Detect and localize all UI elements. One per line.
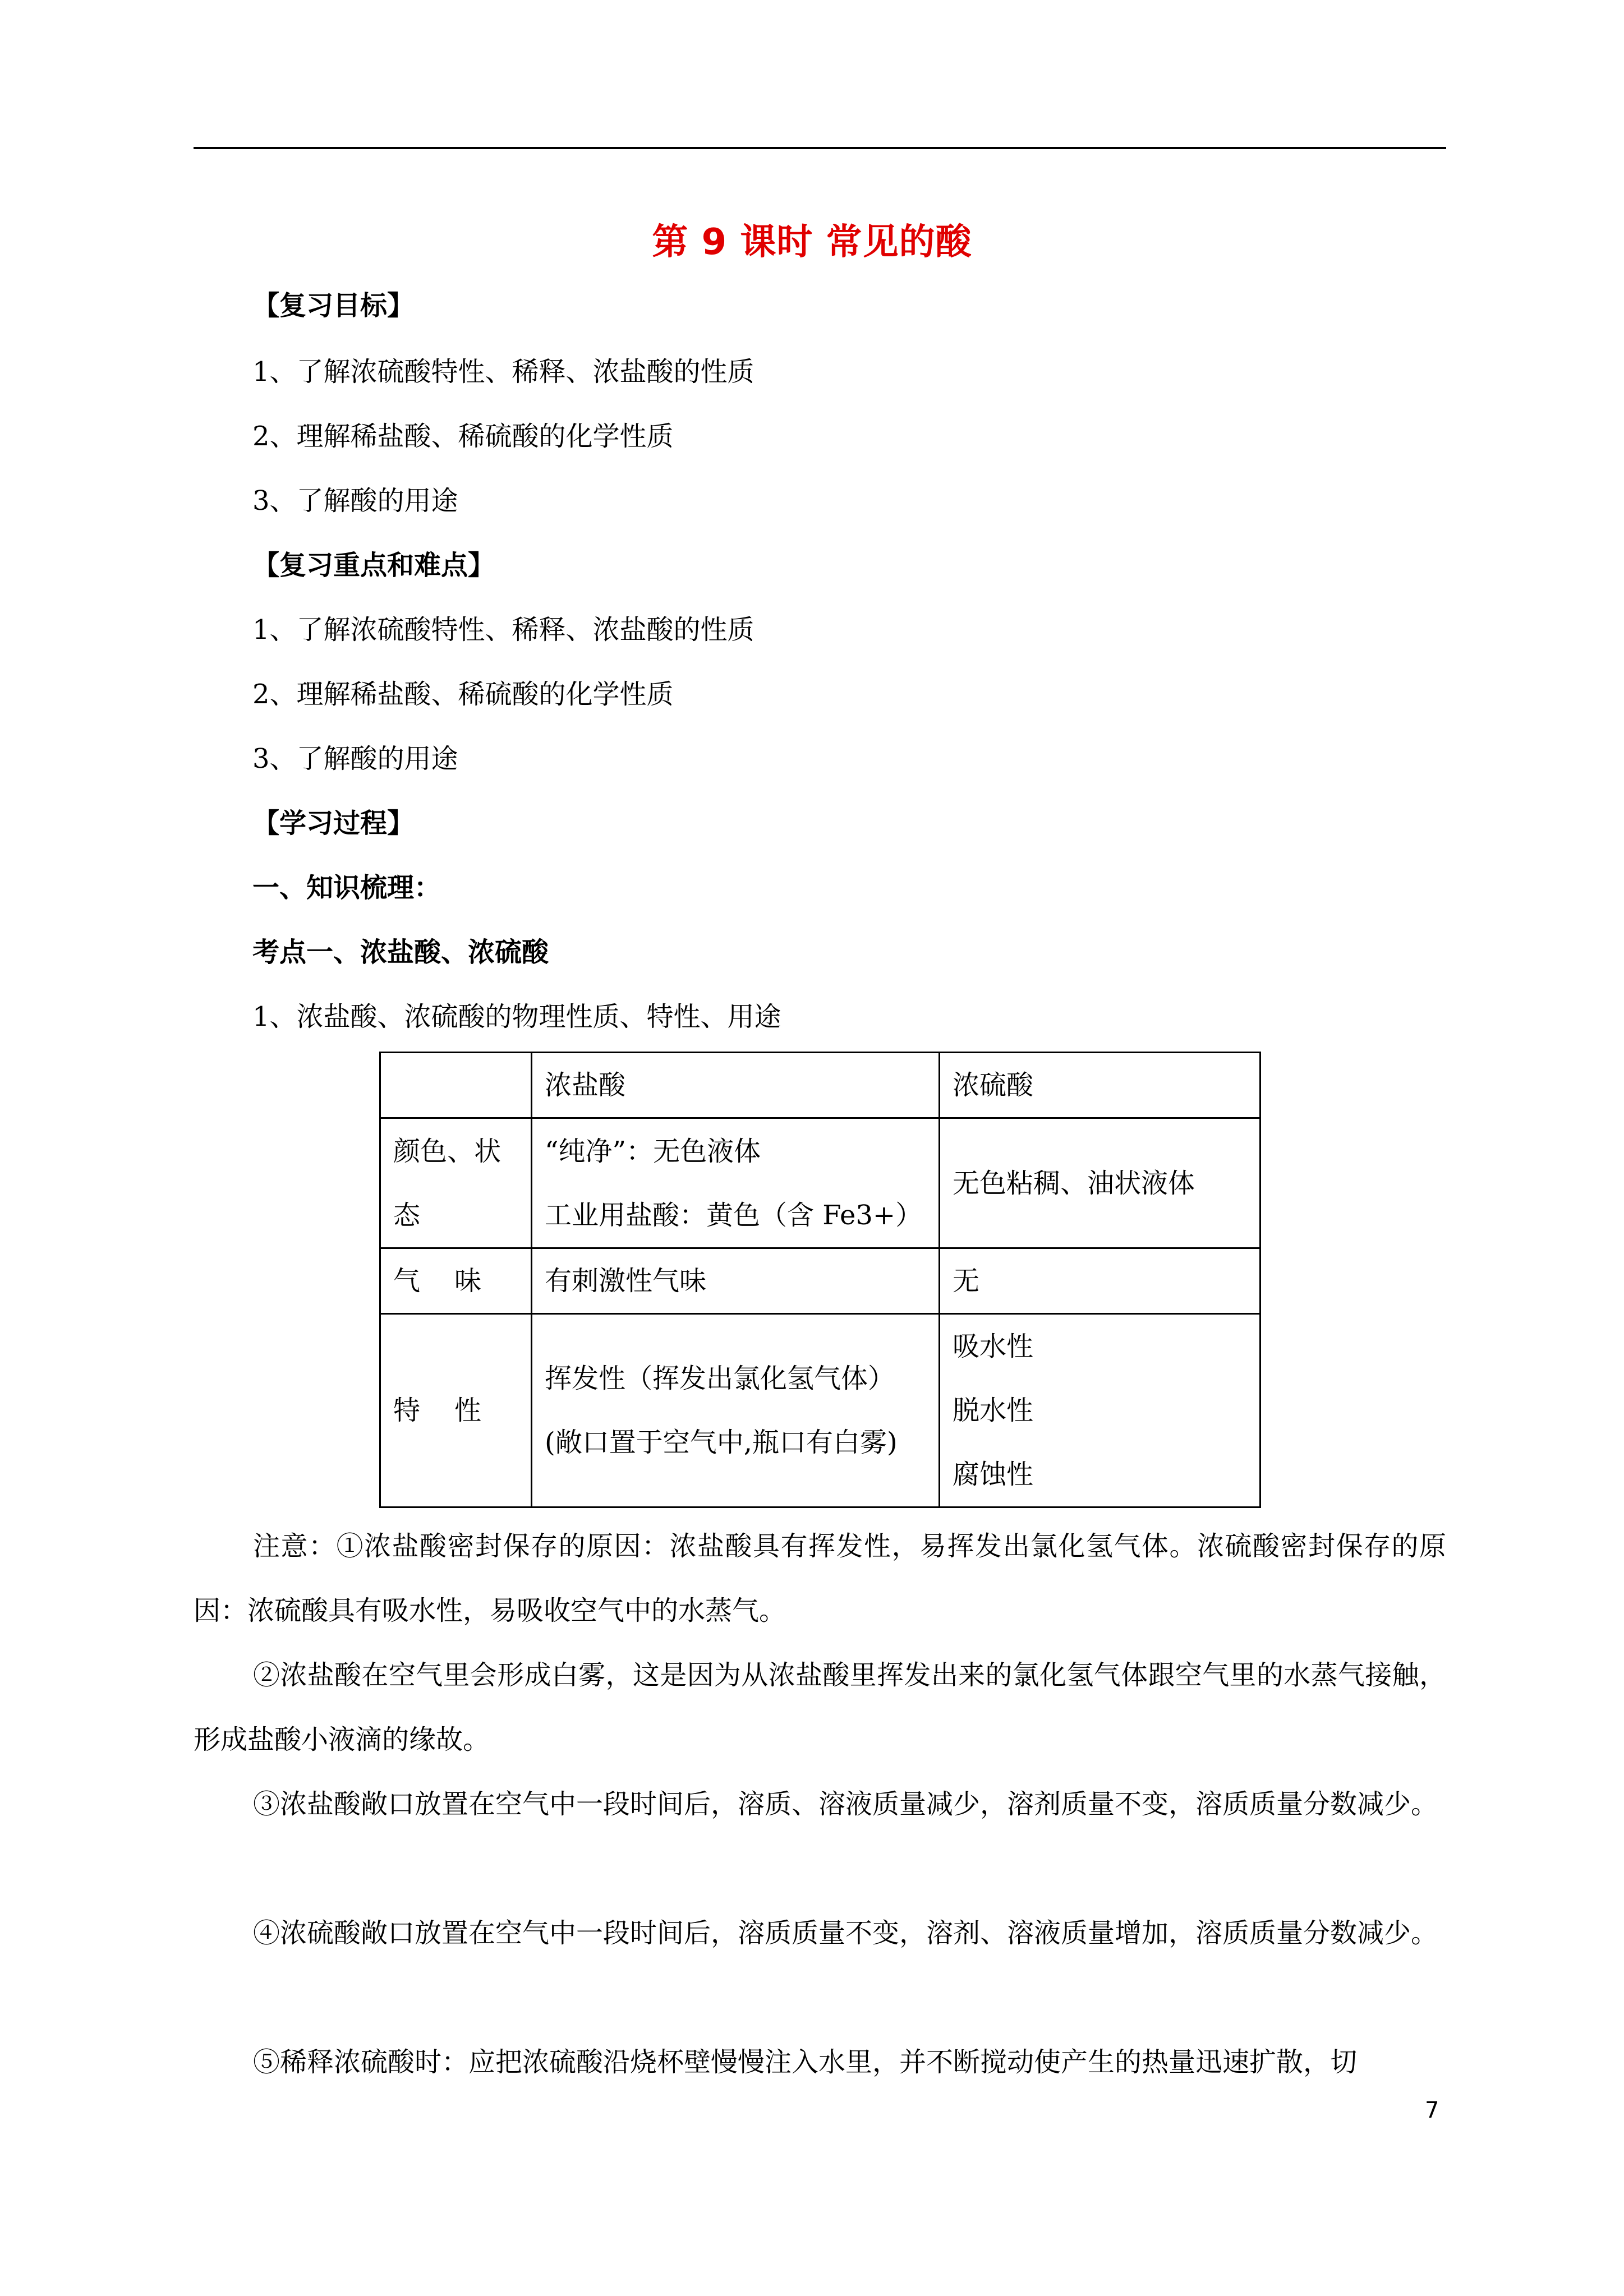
acid-properties-table (379, 1052, 1261, 1508)
note-paragraph: 注意：①浓盐酸密封保存的原因：浓盐酸具有挥发性，易挥发出氯化氢气体。浓硫酸密封保存的原因：浓硫酸具有吸水性，易吸收空气中的水蒸气。 (194, 1530, 1446, 1626)
table-cell (940, 1118, 1260, 1248)
table-row (380, 1314, 1260, 1507)
topic1-heading: 考点一、浓盐酸、浓硫酸 (252, 937, 549, 968)
cell-line: (敞口置于空气中,瓶口有白雾) (545, 1427, 898, 1458)
part1-heading: 一、知识梳理： (252, 872, 441, 903)
note-paragraph: ③浓盐酸敞口放置在空气中一段时间后，溶质、溶液质量减少，溶剂质量不变，溶质质量分数减少。 (253, 1788, 1438, 1820)
table-cell (380, 1053, 532, 1118)
page-title: 第 9 课时 常见的酸 (652, 222, 972, 263)
goal-item: 3、了解酸的用途 (252, 485, 458, 517)
page-number: 7 (1425, 2097, 1439, 2123)
item1-text: 1、浓盐酸、浓硫酸的物理性质、特性、用途 (252, 1001, 781, 1032)
key-item: 3、了解酸的用途 (252, 743, 458, 774)
table-header-hcl: 浓盐酸 (532, 1053, 940, 1118)
cell-line: 挥发性（挥发出氯化氢气体） (545, 1363, 895, 1394)
cell-line: 脱水性 (953, 1395, 1034, 1426)
table-cell: 有刺激性气味 (532, 1248, 940, 1314)
goal-item: 2、理解稀盐酸、稀硫酸的化学性质 (252, 421, 674, 452)
note-paragraph: ⑤稀释浓硫酸时：应把浓硫酸沿烧杯壁慢慢注入水里，并不断搅动使产生的热量迅速扩散，切 (253, 2046, 1358, 2078)
table-row (380, 1248, 1260, 1314)
note-paragraph: ②浓盐酸在空气里会形成白雾，这是因为从浓盐酸里挥发出来的氯化氢气体跟空气里的水蒸气接触，形成盐酸小液滴的缘故。 (194, 1659, 1446, 1755)
key-item: 1、了解浓硫酸特性、稀释、浓盐酸的性质 (252, 614, 755, 646)
key-item: 2、理解稀盐酸、稀硫酸的化学性质 (252, 679, 674, 710)
goal-item: 1、了解浓硫酸特性、稀释、浓盐酸的性质 (252, 356, 755, 388)
header-rule (194, 147, 1446, 149)
cell-line: 无色粘稠、油状液体 (953, 1167, 1195, 1199)
row-label: 特 性 (380, 1314, 532, 1507)
note-paragraph: ④浓硫酸敞口放置在空气中一段时间后，溶质质量不变，溶剂、溶液质量增加，溶质质量分数减少。 (253, 1917, 1438, 1949)
cell-line: 吸水性 (953, 1331, 1034, 1362)
table-row (380, 1118, 1260, 1248)
table-cell: 无 (940, 1248, 1260, 1314)
goals-heading: 【复习目标】 (252, 290, 415, 321)
row-label: 颜色、状态 (380, 1118, 532, 1248)
table-header-row (380, 1053, 1260, 1118)
cell-line: “纯净”：无色液体 (545, 1135, 761, 1167)
table-cell (532, 1314, 940, 1507)
process-heading: 【学习过程】 (252, 808, 415, 839)
cell-line: 工业用盐酸：黄色（含 Fe3+） (545, 1199, 923, 1231)
table-header-h2so4: 浓硫酸 (940, 1053, 1260, 1118)
row-label: 气 味 (380, 1248, 532, 1314)
table-cell (532, 1118, 940, 1248)
key-heading: 【复习重点和难点】 (252, 550, 495, 581)
table-cell (940, 1314, 1260, 1507)
cell-line: 腐蚀性 (953, 1459, 1034, 1490)
